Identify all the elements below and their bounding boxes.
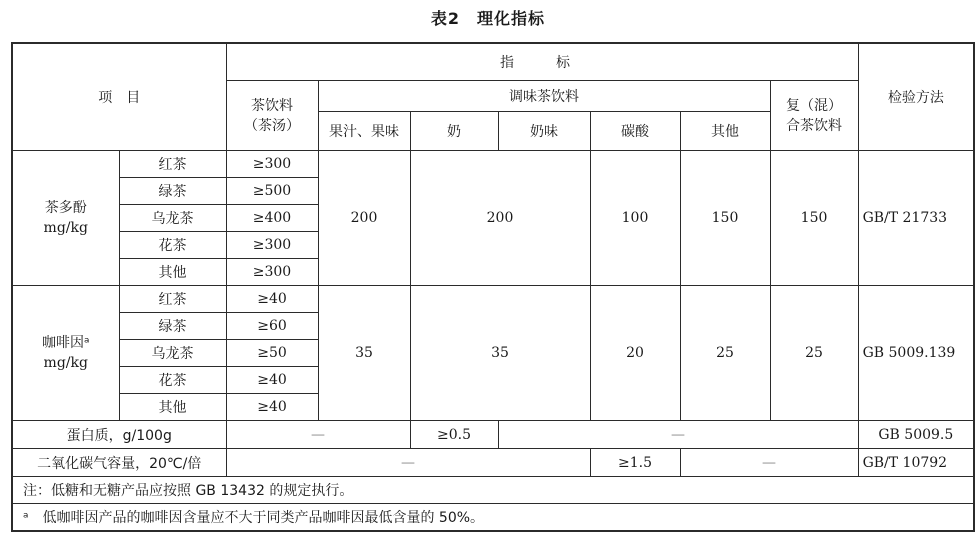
polyphenol-value: ≥300	[226, 232, 318, 259]
polyphenol-type: 红茶	[119, 151, 226, 178]
table-title: 表2 理化指标	[430, 9, 546, 28]
header-milk-flavor: 奶味	[498, 112, 590, 151]
header-other: 其他	[680, 112, 770, 151]
physicochemical-table	[11, 42, 975, 532]
protein-milk: ≥0.5	[410, 421, 498, 449]
header-flavored-tea: 调味茶饮料	[318, 81, 770, 112]
protein-label: 蛋白质，g/100g	[12, 421, 226, 449]
caffeine-type: 红茶	[119, 286, 226, 313]
polyphenol-compound: 150	[770, 151, 858, 286]
protein-method: GB 5009.5	[858, 421, 974, 449]
header-tea-drink: 茶饮料 （茶汤）	[226, 81, 318, 151]
polyphenol-type: 乌龙茶	[119, 205, 226, 232]
header-method: 检验方法	[858, 43, 974, 151]
polyphenol-type: 其他	[119, 259, 226, 286]
co2-dash: —	[226, 449, 590, 477]
note-low-caffeine: ᵃ 低咖啡因产品的咖啡因含量应不大于同类产品咖啡因最低含量的 50%。	[12, 504, 974, 532]
caffeine-value: ≥60	[226, 313, 318, 340]
caffeine-label: 咖啡因ᵃ mg/kg	[12, 286, 119, 421]
caffeine-value: ≥40	[226, 286, 318, 313]
polyphenol-juice: 200	[318, 151, 410, 286]
caffeine-type: 绿茶	[119, 313, 226, 340]
protein-dash: —	[498, 421, 858, 449]
caffeine-type: 花茶	[119, 367, 226, 394]
header-milk: 奶	[410, 112, 498, 151]
polyphenol-value: ≥300	[226, 151, 318, 178]
caffeine-type: 乌龙茶	[119, 340, 226, 367]
polyphenol-milk: 200	[410, 151, 590, 286]
caffeine-value: ≥50	[226, 340, 318, 367]
caffeine-juice: 35	[318, 286, 410, 421]
polyphenol-label: 茶多酚 mg/kg	[12, 151, 119, 286]
polyphenol-type: 绿茶	[119, 178, 226, 205]
co2-dash: —	[680, 449, 858, 477]
caffeine-value: ≥40	[226, 367, 318, 394]
header-item: 项 目	[12, 43, 226, 151]
caffeine-other: 25	[680, 286, 770, 421]
co2-label: 二氧化碳气容量，20℃/倍	[12, 449, 226, 477]
co2-carbonated: ≥1.5	[590, 449, 680, 477]
polyphenol-type: 花茶	[119, 232, 226, 259]
polyphenol-value: ≥300	[226, 259, 318, 286]
header-compound-tea: 复（混） 合茶饮料	[770, 81, 858, 151]
header-carbonated: 碳酸	[590, 112, 680, 151]
header-juice: 果汁、果味	[318, 112, 410, 151]
polyphenol-method: GB/T 21733	[858, 151, 974, 286]
polyphenol-other: 150	[680, 151, 770, 286]
protein-dash: —	[226, 421, 410, 449]
polyphenol-carbonated: 100	[590, 151, 680, 286]
polyphenol-value: ≥500	[226, 178, 318, 205]
co2-method: GB/T 10792	[858, 449, 974, 477]
caffeine-compound: 25	[770, 286, 858, 421]
caffeine-carbonated: 20	[590, 286, 680, 421]
polyphenol-value: ≥400	[226, 205, 318, 232]
caffeine-milk: 35	[410, 286, 590, 421]
caffeine-type: 其他	[119, 394, 226, 421]
header-indicator: 指 标	[226, 43, 858, 81]
caffeine-method: GB 5009.139	[858, 286, 974, 421]
caffeine-value: ≥40	[226, 394, 318, 421]
note-low-sugar: 注：低糖和无糖产品应按照 GB 13432 的规定执行。	[12, 477, 974, 504]
